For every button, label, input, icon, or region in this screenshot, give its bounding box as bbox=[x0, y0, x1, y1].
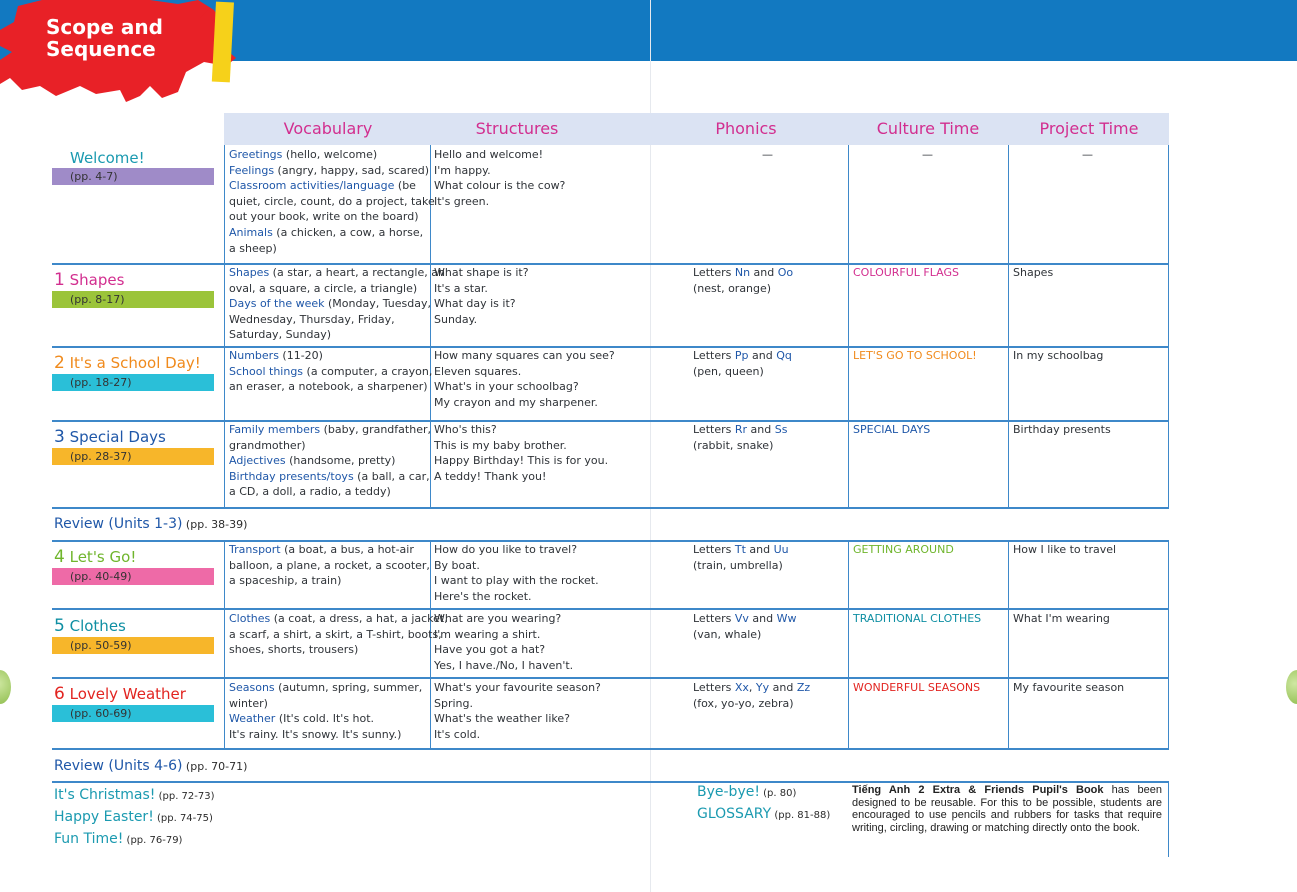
unit-title: 1 Shapes bbox=[54, 270, 125, 290]
col-structures: Structures bbox=[475, 119, 559, 138]
col-phonics: Phonics bbox=[715, 119, 777, 138]
unit-pages: (pp. 8-17) bbox=[52, 291, 214, 308]
title-line-2: Sequence bbox=[46, 37, 156, 61]
endmatter-bye-bye: Bye-bye! (p. 80) bbox=[697, 784, 797, 800]
unit-title: 4 Let's Go! bbox=[54, 547, 137, 567]
vocab-cell: Clothes (a coat, a dress, a hat, a jacket, a scarf, a shirt, a skirt, a T-shirt, boots, shoes, shorts, trousers) bbox=[229, 612, 448, 657]
project-cell: My favourite season bbox=[1013, 681, 1125, 694]
col-project: Project Time bbox=[1039, 119, 1139, 138]
prev-page-button[interactable] bbox=[0, 670, 11, 704]
row-divider bbox=[52, 263, 1169, 265]
col-divider bbox=[1168, 540, 1169, 748]
phonics-cell: Letters Pp and Qq (pen, queen) bbox=[693, 349, 792, 378]
next-page-button[interactable] bbox=[1286, 670, 1297, 704]
row-divider bbox=[52, 748, 1169, 750]
structures-cell: What shape is it? It's a star. What day is it? Sunday. bbox=[434, 266, 529, 326]
unit-pages: (pp. 4-7) bbox=[52, 168, 214, 185]
vocab-cell: Seasons (autumn, spring, summer, winter) Weather (It's cold. It's hot. It's rainy. It's snowy. It's sunny.) bbox=[229, 681, 423, 741]
unit-pages: (pp. 28-37) bbox=[52, 448, 214, 465]
structures-cell: What are you wearing? I'm wearing a shirt. Have you got a hat? Yes, I have./No, I haven't. bbox=[434, 612, 574, 672]
col-vocabulary: Vocabulary bbox=[283, 119, 373, 138]
vocab-cell: Greetings (hello, welcome) Feelings (angry, happy, sad, scared) Classroom activities/language (be quiet, circle, count, do a project, take out your book, write on the board) Animals (a chicken, a cow, a horse, a sheep) bbox=[229, 148, 435, 255]
vocab-cell: Family members (baby, grandfather, grandmother) Adjectives (handsome, pretty) Birthday presents/toys (a ball, a car, a CD, a doll, a radio, a teddy) bbox=[229, 423, 431, 499]
vocab-cell: Transport (a boat, a bus, a hot-air balloon, a plane, a rocket, a scooter, a spaceship, a train) bbox=[229, 543, 430, 588]
project-cell: What I'm wearing bbox=[1013, 612, 1110, 625]
phonics-cell: Letters Vv and Ww (van, whale) bbox=[693, 612, 797, 641]
col-divider bbox=[224, 540, 225, 748]
extra-fun-time: Fun Time! (pp. 76-79) bbox=[54, 831, 183, 847]
page-title bbox=[46, 16, 163, 60]
endmatter-glossary: GLOSSARY (pp. 81-88) bbox=[697, 806, 831, 822]
col-divider bbox=[1008, 145, 1009, 507]
row-divider bbox=[52, 781, 1169, 783]
title-line-1: Scope and bbox=[46, 15, 163, 39]
unit-title: 3 Special Days bbox=[54, 427, 166, 447]
structures-cell: Hello and welcome! I'm happy. What colour is the cow? It's green. bbox=[434, 148, 566, 208]
project-cell: — bbox=[1082, 148, 1093, 161]
culture-cell: GETTING AROUND bbox=[853, 543, 954, 556]
culture-cell: SPECIAL DAYS bbox=[853, 423, 931, 436]
row-divider bbox=[52, 540, 1169, 542]
phonics-cell: Letters Xx, Yy and Zz (fox, yo-yo, zebra) bbox=[693, 681, 811, 710]
col-divider bbox=[224, 145, 225, 507]
row-divider bbox=[52, 420, 1169, 422]
unit-title: 5 Clothes bbox=[54, 616, 126, 636]
row-divider bbox=[52, 677, 1169, 679]
phonics-cell: Letters Tt and Uu (train, umbrella) bbox=[693, 543, 789, 572]
review-units-1-3: Review (Units 1-3) (pp. 38-39) bbox=[54, 516, 248, 532]
vocab-cell: Shapes (a star, a heart, a rectangle, an oval, a square, a circle, a triangle) Days of the week (Monday, Tuesday, Wednesday, Thursday, Friday, Saturday, Sunday) bbox=[229, 266, 445, 342]
structures-cell: Who's this? This is my baby brother. Happy Birthday! This is for you. A teddy! Thank you! bbox=[434, 423, 609, 483]
unit-title: 2 It's a School Day! bbox=[54, 353, 201, 373]
culture-cell: WONDERFUL SEASONS bbox=[853, 681, 981, 694]
unit-title: 6 Lovely Weather bbox=[54, 684, 186, 704]
col-divider bbox=[1168, 145, 1169, 507]
col-divider bbox=[1008, 540, 1009, 748]
culture-cell: LET'S GO TO SCHOOL! bbox=[853, 349, 977, 362]
review-units-4-6: Review (Units 4-6) (pp. 70-71) bbox=[54, 758, 248, 774]
structures-cell: How do you like to travel? By boat. I want to play with the rocket. Here's the rocket. bbox=[434, 543, 599, 603]
project-cell: Shapes bbox=[1013, 266, 1054, 279]
col-divider bbox=[848, 145, 849, 507]
unit-pages: (pp. 40-49) bbox=[52, 568, 214, 585]
culture-cell: — bbox=[922, 148, 933, 161]
extra-easter: Happy Easter! (pp. 74-75) bbox=[54, 809, 213, 825]
phonics-cell: Letters Nn and Oo (nest, orange) bbox=[693, 266, 794, 295]
phonics-cell: — bbox=[762, 148, 773, 161]
project-cell: In my schoolbag bbox=[1013, 349, 1104, 362]
col-divider bbox=[1168, 781, 1169, 857]
row-divider bbox=[52, 507, 1169, 509]
culture-cell: TRADITIONAL CLOTHES bbox=[853, 612, 982, 625]
col-divider bbox=[848, 540, 849, 748]
unit-title: Welcome! bbox=[70, 149, 145, 167]
structures-cell: What's your favourite season? Spring. What's the weather like? It's cold. bbox=[434, 681, 601, 741]
extra-christmas: It's Christmas! (pp. 72-73) bbox=[54, 787, 215, 803]
structures-cell: How many squares can you see? Eleven squares. What's in your schoolbag? My crayon and my sharpener. bbox=[434, 349, 615, 409]
project-cell: How I like to travel bbox=[1013, 543, 1117, 556]
row-divider bbox=[52, 608, 1169, 610]
phonics-cell: Letters Rr and Ss (rabbit, snake) bbox=[693, 423, 788, 452]
vocab-cell: Numbers (11-20) School things (a computer, a crayon, an eraser, a notebook, a sharpener) bbox=[229, 349, 433, 394]
unit-pages: (pp. 18-27) bbox=[52, 374, 214, 391]
reuse-note: Tiếng Anh 2 Extra & Friends Pupil's Book has been designed to be reusable. For this to be possible, students are encouraged to use pencils and rubbers for tasks that require writing, circling, drawing or matching directly onto the book. bbox=[852, 784, 1162, 834]
col-culture: Culture Time bbox=[876, 119, 980, 138]
unit-pages: (pp. 60-69) bbox=[52, 705, 214, 722]
unit-pages: (pp. 50-59) bbox=[52, 637, 214, 654]
culture-cell: COLOURFUL FLAGS bbox=[853, 266, 959, 279]
project-cell: Birthday presents bbox=[1013, 423, 1111, 436]
